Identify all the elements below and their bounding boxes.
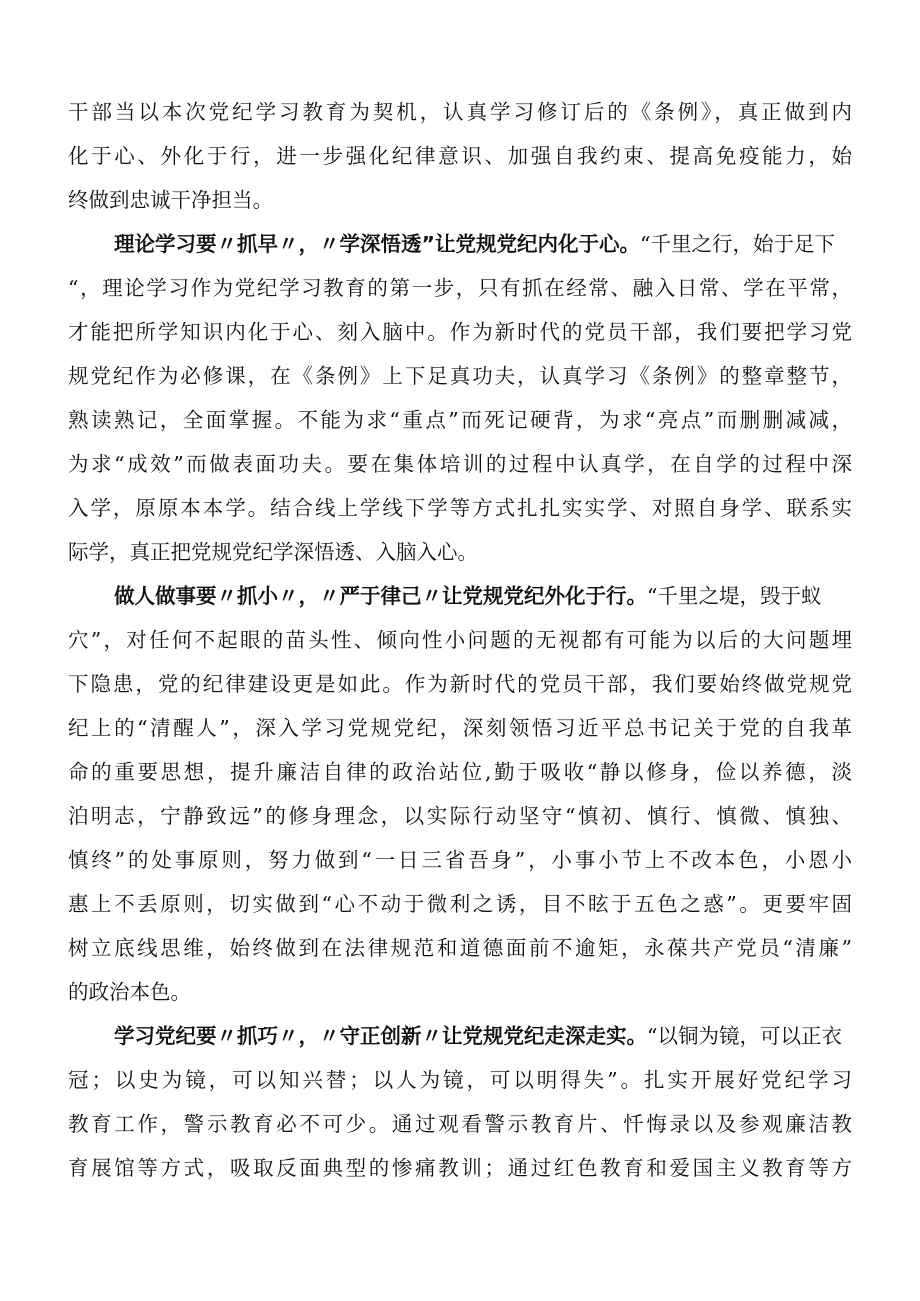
p3-line-2: 穴”，对任何不起眼的苗头性、倾向性小问题的无视都有可能为以后的大问题埋 — [68, 628, 852, 652]
p3-heading: 做人做事要〃抓小〃，〃严于律己〃让党规党纪外化于行。 — [114, 584, 647, 608]
p3-line-8: 惠上不丢原则，切实做到“心不动于微利之诱，目不眩于五色之惑”。更要牢固 — [68, 892, 852, 916]
p2-heading: 理论学习要〃抓早〃，〃学深悟透”让党规党纪内化于心。 — [114, 232, 640, 256]
p2-line-6: 为求“成效”而做表面功夫。要在集体培训的过程中认真学，在自学的过程中深 — [68, 452, 852, 476]
p3-line-1 — [114, 582, 852, 610]
p3-line-10: 的政治本色。 — [68, 980, 191, 1004]
p2-line-4: 规党纪作为必修课，在《条例》上下足真功夫，认真学习《条例》的整章整节， — [68, 364, 852, 388]
p2-line-1 — [114, 230, 852, 258]
p3-line-4: 纪上的“清醒人”，深入学习党规党纪，深刻领悟习近平总书记关于党的自我革 — [68, 716, 852, 740]
p4-line-4: 育展馆等方式，吸取反面典型的惨痛教训；通过红色教育和爱国主义教育等方 — [68, 1156, 852, 1180]
p4-line-1 — [114, 1022, 852, 1050]
p2-line-2: “，理论学习作为党纪学习教育的第一步，只有抓在经常、融入日常、学在平常， — [68, 276, 852, 300]
p3-line-3: 下隐患，党的纪律建设更是如此。作为新时代的党员干部，我们要始终做党规党 — [68, 672, 852, 696]
p2-line-5: 熟读熟记，全面掌握。不能为求“重点”而死记硬背，为求“亮点”而删删减减， — [68, 408, 852, 432]
p1-line-1: 干部当以本次党纪学习教育为契机，认真学习修订后的《条例》，真正做到内 — [68, 100, 852, 124]
p2-first-line-rest: “千里之行，始于足下 — [639, 232, 835, 256]
p4-line-2: 冠；以史为镜，可以知兴替；以人为镜，可以明得失”。扎实开展好党纪学习 — [68, 1068, 852, 1092]
p3-first-line-rest: “千里之堤，毁于蚁 — [647, 584, 822, 608]
p2-line-3: 才能把所学知识内化于心、刻入脑中。作为新时代的党员干部，我们要把学习党 — [68, 320, 852, 344]
p3-line-9: 树立底线思维，始终做到在法律规范和道德面前不逾矩，永葆共产党员“清廉” — [68, 936, 852, 960]
p1-line-3: 终做到忠诚干净担当。 — [68, 188, 273, 212]
p3-line-5: 命的重要思想，提升廉洁自律的政治站位,勤于吸收“静以修身，俭以养德，淡 — [68, 760, 852, 784]
p4-first-line-rest: “以铜为镜，可以正衣 — [647, 1024, 842, 1048]
p1-line-2: 化于心、外化于行，进一步强化纪律意识、加强自我约束、提高免疫能力，始 — [68, 144, 852, 168]
p3-line-7: 慎终”的处事原则，努力做到“一日三省吾身”，小事小节上不改本色，小恩小 — [68, 848, 852, 872]
p3-line-6: 泊明志，宁静致远”的修身理念，以实际行动坚守“慎初、慎行、慎微、慎独、 — [68, 804, 852, 828]
p4-heading: 学习党纪要〃抓巧〃，〃守正创新〃让党规党纪走深走实。 — [114, 1024, 647, 1048]
p2-line-7: 入学，原原本本学。结合线上学线下学等方式扎扎实实学、对照自身学、联系实 — [68, 496, 852, 520]
p2-line-8: 际学，真正把党规党纪学深悟透、入脑入心。 — [68, 540, 478, 564]
p4-line-3: 教育工作，警示教育必不可少。通过观看警示教育片、忏悔录以及参观廉洁教 — [68, 1112, 852, 1136]
